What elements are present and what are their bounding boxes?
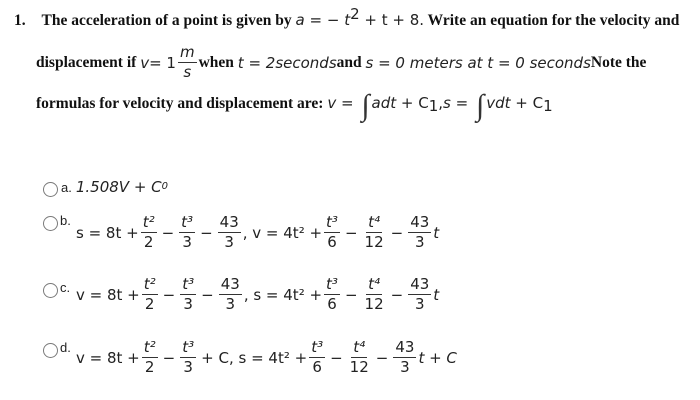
option-b-frac-6 [408, 214, 431, 251]
b-f6n: 43 [410, 213, 430, 231]
option-c-frac-3 [219, 276, 242, 313]
b-f1n: t² [142, 213, 155, 231]
option-c-lhs: v = 8t + [76, 285, 140, 304]
b-tail: t [433, 223, 440, 242]
q3-v: v [327, 94, 337, 112]
c-f3n: 43 [220, 275, 240, 293]
b-op2: − [200, 223, 213, 242]
option-c-frac-1 [142, 276, 158, 313]
c-f2d: 3 [183, 295, 193, 313]
q3-c2: + C [510, 94, 544, 112]
b-f5n: t⁴ [368, 213, 381, 231]
b-f3n: 43 [219, 213, 239, 231]
integral-symbol-2: ∫ [475, 89, 485, 122]
question-line-2 [36, 44, 646, 81]
d-tail: t + C [418, 348, 457, 367]
q2-cond2: s = 0 meters at t = 0 seconds [365, 53, 591, 72]
q3-start: formulas for velocity and displacement are: [36, 95, 328, 112]
option-d-frac-4 [309, 339, 325, 376]
option-d-letter: d. [60, 340, 71, 355]
option-d-lhs: v = 8t + [76, 348, 140, 367]
q2-v: v [140, 53, 150, 72]
accel-sup: 2 [350, 5, 360, 23]
accel-t: t [344, 11, 351, 29]
c-f5d: 12 [364, 295, 384, 313]
option-c-letter: c. [60, 280, 71, 295]
c-f4d: 6 [327, 295, 337, 313]
q3-c2-sub: 1 [543, 97, 553, 115]
option-c-frac-5 [363, 276, 386, 313]
q3-eq2: = [450, 94, 473, 112]
option-c-frac-2 [180, 276, 196, 313]
d-f1d: 2 [144, 358, 155, 376]
c-op3: − [344, 285, 358, 304]
q3-f1: adt [371, 94, 397, 112]
option-b[interactable] [76, 214, 439, 251]
option-d-frac-5 [348, 339, 371, 376]
q3-f2: vdt [486, 94, 511, 112]
q2-start: displacement if [36, 53, 137, 71]
q3-s: s [443, 94, 451, 112]
c-f4n: t³ [326, 275, 338, 293]
c-f1n: t² [143, 275, 156, 293]
b-f5d: 12 [364, 233, 384, 251]
c-mid: , s = 4t² + [243, 285, 323, 304]
q2-eq: = 1 [149, 53, 176, 72]
option-b-letter: b. [60, 213, 71, 228]
b-op1: − [161, 223, 175, 242]
b-f2n: t³ [181, 213, 194, 231]
option-b-frac-5 [363, 214, 386, 251]
d-f2n: t³ [182, 338, 195, 356]
b-f4n: t³ [326, 213, 338, 231]
q3-c1-sub: 1 [428, 97, 439, 115]
option-b-frac-3 [218, 214, 241, 251]
question-line-3 [36, 89, 553, 122]
q2-unit-fraction [178, 44, 197, 81]
c-f3d: 3 [225, 295, 236, 313]
q3-eq: = [336, 94, 359, 112]
d-f5n: t⁴ [353, 338, 366, 356]
b-f1d: 2 [143, 233, 154, 251]
option-c-radio[interactable] [43, 283, 58, 298]
question-line-1 [14, 5, 680, 30]
b-f2d: 3 [182, 233, 192, 251]
accel-equals: = − [304, 11, 345, 29]
option-b-lhs: s = 8t + [76, 223, 139, 242]
q2-and: and [336, 53, 362, 71]
option-d-radio[interactable] [43, 343, 58, 358]
option-d-frac-2 [180, 339, 196, 376]
c-f1d: 2 [144, 295, 155, 313]
d-f1n: t² [143, 338, 156, 356]
option-b-frac-1 [141, 214, 157, 251]
option-c-frac-4 [324, 276, 340, 313]
b-f3d: 3 [224, 233, 234, 251]
d-f5d: 12 [349, 358, 369, 376]
b-f6d: 3 [414, 233, 425, 251]
q2-end: Note the [590, 53, 647, 71]
b-op3: − [344, 223, 358, 242]
c-f2n: t³ [182, 275, 195, 293]
q2-mid: when [198, 53, 234, 71]
c-f6n: 43 [410, 275, 430, 293]
option-b-frac-2 [179, 214, 195, 251]
d-mid: + C, s = 4t² + [201, 348, 308, 367]
option-c-frac-6 [408, 276, 431, 313]
option-a-radio[interactable] [43, 182, 58, 197]
d-f4d: 6 [312, 358, 322, 376]
q3-c1: + C [396, 94, 429, 112]
d-f6n: 43 [395, 338, 415, 356]
option-b-radio[interactable] [43, 216, 58, 231]
option-d-frac-1 [142, 339, 158, 376]
c-tail: t [433, 285, 440, 304]
question-text-end: Write an equation for the velocity and [424, 12, 680, 29]
c-op1: − [162, 285, 176, 304]
d-f6d: 3 [400, 358, 410, 376]
q2-frac-den: s [183, 63, 192, 81]
option-a-letter: a. [61, 179, 72, 195]
c-op2: − [201, 285, 214, 304]
d-op3: − [330, 348, 343, 367]
q3-sep: , [438, 94, 444, 112]
b-op4: − [390, 223, 404, 242]
c-op4: − [390, 285, 404, 304]
d-op4: − [375, 348, 389, 367]
question-text: The acceleration of a point is given by [41, 12, 296, 29]
option-d-frac-6 [393, 339, 416, 376]
integral-symbol-1: ∫ [361, 89, 370, 122]
option-c[interactable] [76, 276, 439, 313]
accel-symbol: a [295, 11, 305, 29]
q2-cond: t = 2seconds [237, 53, 337, 72]
option-d[interactable] [76, 339, 457, 376]
accel-rest: + t + 8. [359, 11, 425, 29]
d-op1: − [162, 348, 176, 367]
option-a[interactable]: a. 1.508V + C 0 [61, 178, 168, 196]
d-f4n: t³ [311, 338, 324, 356]
d-f2d: 3 [183, 358, 193, 376]
question-number: 1. [14, 12, 26, 29]
option-b-frac-4 [324, 214, 340, 251]
option-a-text: 1.508V + C [75, 178, 162, 196]
c-f6d: 3 [414, 295, 425, 313]
q2-frac-num: m [179, 43, 195, 61]
b-f4d: 6 [327, 233, 337, 251]
b-mid: , v = 4t² + [242, 223, 323, 242]
c-f5n: t⁴ [368, 275, 381, 293]
